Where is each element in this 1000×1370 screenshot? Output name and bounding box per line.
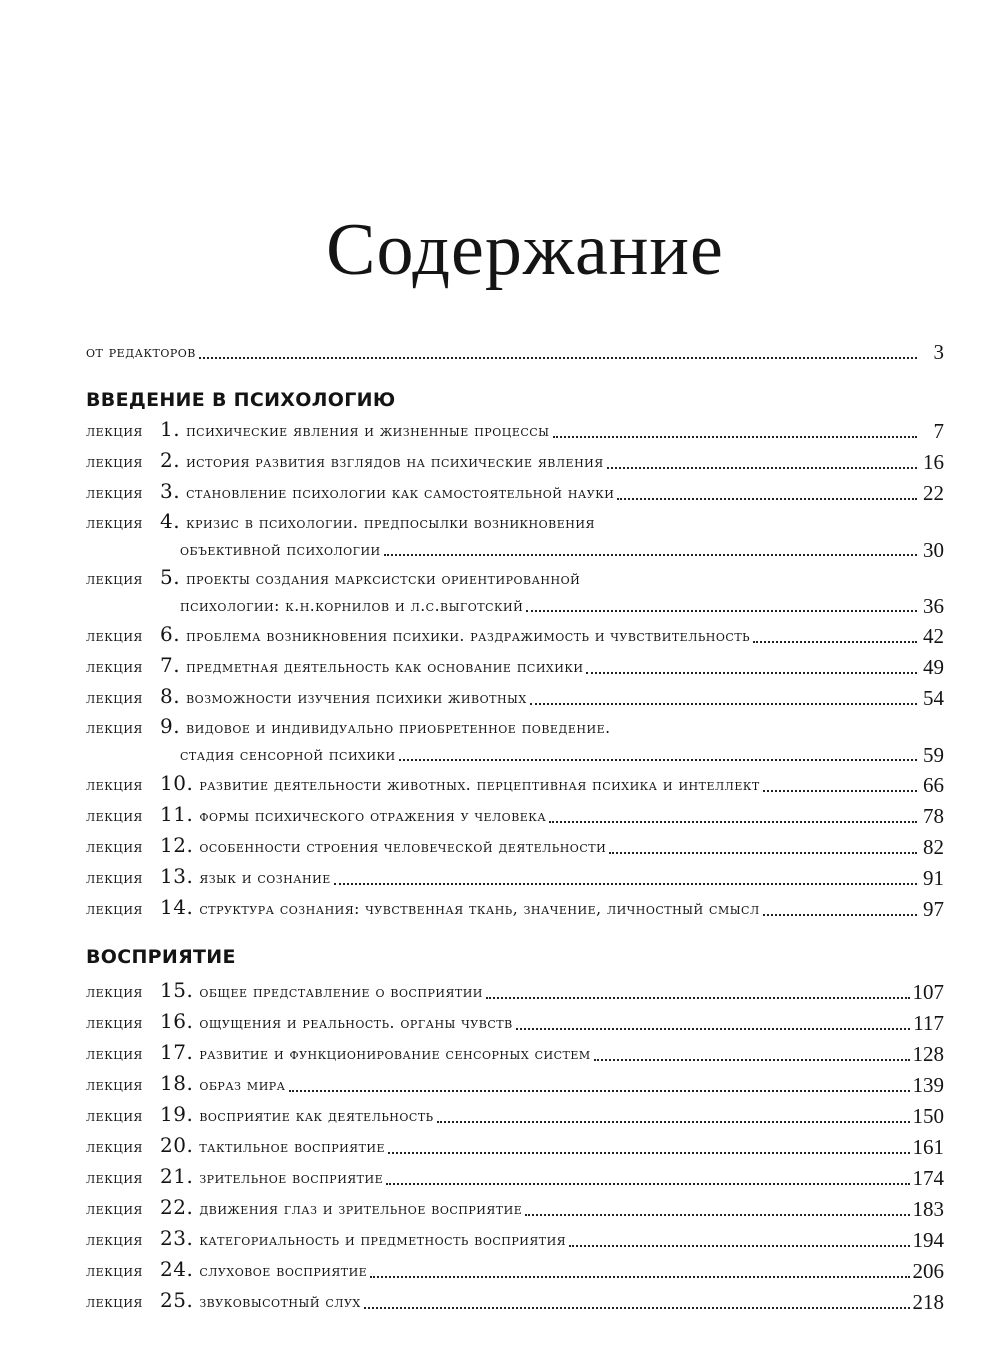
toc-entry-text: от редакторов	[86, 343, 196, 361]
lecture-number: 20.	[160, 1133, 194, 1157]
toc-entry-text: возможности изучения психики животных	[186, 689, 527, 707]
toc-page-number: 117	[913, 1011, 944, 1035]
toc-entry-head	[86, 714, 611, 738]
lecture-number: 19.	[160, 1102, 194, 1126]
toc-entry[interactable]	[86, 893, 944, 924]
toc-entry-text-continued: психологии: к.н.корнилов и л.с.выготский	[180, 597, 524, 615]
toc-entry-head	[86, 1255, 367, 1286]
lecture-label: лекция	[86, 807, 143, 825]
toc-entry-text: тактильное восприятие	[199, 1138, 386, 1156]
lecture-label: лекция	[86, 1076, 143, 1094]
lecture-number: 4.	[160, 509, 181, 533]
toc-page-number: 54	[923, 686, 944, 710]
toc-entry[interactable]	[86, 1224, 944, 1255]
toc-entry-head	[86, 1162, 383, 1193]
toc-page-number: 91	[923, 866, 944, 890]
toc-entry-head	[86, 1007, 513, 1038]
toc-entry-text: слуховое восприятие	[199, 1262, 368, 1280]
leader-dots	[399, 759, 917, 761]
toc-page-number: 194	[912, 1228, 944, 1252]
toc-entry-head	[86, 831, 606, 862]
toc-entry-text: кризис в психологии. предпосылки возникновения	[186, 514, 595, 532]
toc-entry-head	[86, 477, 614, 508]
lecture-label: лекция	[86, 689, 143, 707]
toc-entry-text: развитие и функционирование сенсорных систем	[199, 1045, 591, 1063]
toc-entry-head	[86, 800, 546, 831]
lecture-number: 15.	[160, 978, 194, 1002]
toc-entry-head	[86, 1038, 591, 1069]
leader-dots	[609, 852, 917, 854]
toc-entry[interactable]	[86, 682, 944, 713]
table-of-contents	[86, 338, 944, 1317]
lecture-number: 11.	[160, 802, 194, 826]
toc-entry-text: язык и сознание	[199, 869, 331, 887]
toc-entry-head	[86, 565, 581, 589]
toc-entry-text: структура сознания: чувственная ткань, значение, личностный смысл	[199, 900, 760, 918]
lecture-label: лекция	[86, 900, 143, 918]
lecture-label: лекция	[86, 1138, 143, 1156]
toc-entry-intro[interactable]	[86, 338, 944, 367]
toc-page-number: 161	[912, 1135, 944, 1159]
lecture-label: лекция	[86, 514, 143, 532]
lecture-number: 2.	[160, 448, 181, 472]
toc-entry[interactable]	[86, 477, 944, 508]
leader-dots	[199, 357, 917, 359]
page-title: Содержание	[326, 209, 724, 291]
toc-entry[interactable]	[86, 1255, 944, 1286]
leader-dots	[763, 790, 917, 792]
toc-entry[interactable]	[86, 415, 944, 446]
lecture-number: 1.	[160, 417, 181, 441]
toc-entry-text: образ мира	[199, 1076, 286, 1094]
toc-entry[interactable]	[86, 831, 944, 862]
lecture-number: 13.	[160, 864, 194, 888]
lecture-number: 23.	[160, 1226, 194, 1250]
toc-entry-head	[86, 862, 331, 893]
leader-dots	[569, 1245, 909, 1247]
lecture-number: 5.	[160, 565, 181, 589]
lecture-label: лекция	[86, 776, 143, 794]
toc-entry-text: психические явления и жизненные процессы	[186, 422, 550, 440]
lecture-label: лекция	[86, 1262, 143, 1280]
toc-entry-head	[86, 1286, 361, 1317]
toc-page-number: 150	[912, 1104, 944, 1128]
toc-entry-text-continued: стадия сенсорной психики	[180, 746, 396, 764]
toc-page-number: 82	[923, 835, 944, 859]
leader-dots	[586, 672, 917, 674]
lecture-number: 9.	[160, 714, 181, 738]
toc-entry-head	[86, 1193, 522, 1224]
toc-entry-text-continued: объективной психологии	[180, 541, 381, 559]
toc-page-number: 66	[923, 773, 944, 797]
leader-dots	[525, 1214, 909, 1216]
leader-dots	[763, 914, 917, 916]
toc-entry-head	[86, 415, 550, 446]
toc-entry[interactable]	[86, 620, 944, 651]
lecture-label: лекция	[86, 1107, 143, 1125]
leader-dots	[530, 703, 917, 705]
toc-entry-text: предметная деятельность как основание психики	[186, 658, 584, 676]
leader-dots	[607, 467, 917, 469]
toc-entry-head	[86, 651, 583, 682]
toc-entry-text: ощущения и реальность. органы чувств	[199, 1014, 513, 1032]
lecture-label: лекция	[86, 983, 143, 1001]
toc-entry-text: проекты создания марксистски ориентированной	[186, 570, 581, 588]
leader-dots	[753, 641, 917, 643]
toc-page-number: 7	[933, 419, 944, 443]
leader-dots	[549, 821, 917, 823]
toc-entry-text: видовое и индивидуально приобретенное поведение.	[186, 719, 611, 737]
section-heading: ВОСПРИЯТИЕ	[86, 946, 236, 968]
lecture-label: лекция	[86, 453, 143, 471]
lecture-label: лекция	[86, 838, 143, 856]
lecture-number: 6.	[160, 622, 181, 646]
leader-dots	[388, 1152, 909, 1154]
toc-entry[interactable]	[86, 1100, 944, 1131]
toc-entry-text: особенности строения человеческой деятельности	[199, 838, 607, 856]
lecture-label: лекция	[86, 627, 143, 645]
lecture-number: 14.	[160, 895, 194, 919]
leader-dots	[289, 1090, 910, 1092]
lecture-number: 17.	[160, 1040, 194, 1064]
toc-entry-text: восприятие как деятельность	[199, 1107, 434, 1125]
toc-entry-text: история развития взглядов на психические явления	[186, 453, 604, 471]
lecture-label: лекция	[86, 422, 143, 440]
toc-entry-head	[86, 769, 760, 800]
leader-dots	[553, 436, 917, 438]
toc-page-number: 42	[923, 624, 944, 648]
toc-entry[interactable]	[86, 1193, 944, 1224]
lecture-label: лекция	[86, 719, 143, 737]
lecture-number: 3.	[160, 479, 181, 503]
toc-entry[interactable]	[86, 800, 944, 831]
lecture-number: 16.	[160, 1009, 194, 1033]
toc-entry-head	[86, 509, 595, 533]
toc-entry-head	[86, 620, 750, 651]
toc-page-number: 206	[912, 1259, 944, 1283]
toc-entry-head	[86, 1224, 566, 1255]
toc-entry[interactable]	[86, 1286, 944, 1317]
toc-entry-text: звуковысотный слух	[199, 1293, 361, 1311]
lecture-label: лекция	[86, 1045, 143, 1063]
toc-entry-text: категориальность и предметность восприятия	[199, 1231, 567, 1249]
toc-page-number: 16	[923, 450, 944, 474]
toc-page-number: 107	[912, 980, 944, 1004]
toc-page-number: 49	[923, 655, 944, 679]
toc-entry-text: развитие деятельности животных. перцептивная психика и интеллект	[199, 776, 760, 794]
leader-dots	[370, 1276, 909, 1278]
toc-page-number: 183	[912, 1197, 944, 1221]
leader-dots	[437, 1121, 910, 1123]
toc-entry-text: зрительное восприятие	[199, 1169, 384, 1187]
toc-entry[interactable]	[86, 446, 944, 477]
toc-entry-head	[86, 976, 483, 1007]
lecture-label: лекция	[86, 658, 143, 676]
lecture-label: лекция	[86, 869, 143, 887]
toc-page-number: 174	[912, 1166, 944, 1190]
leader-dots	[334, 883, 917, 885]
toc-page-number: 128	[912, 1042, 944, 1066]
leader-dots	[486, 997, 910, 999]
toc-page-number: 218	[912, 1290, 944, 1314]
lecture-label: лекция	[86, 1200, 143, 1218]
toc-entry-head	[86, 1131, 385, 1162]
lecture-label: лекция	[86, 1169, 143, 1187]
lecture-label: лекция	[86, 1293, 143, 1311]
toc-entry-text: общее представление о восприятии	[199, 983, 483, 1001]
toc-page-number: 22	[923, 481, 944, 505]
section-heading: ВВЕДЕНИЕ В ПСИХОЛОГИЮ	[86, 389, 396, 411]
toc-entry-text: проблема возникновения психики. раздражимость и чувствительность	[186, 627, 751, 645]
leader-dots	[386, 1183, 909, 1185]
toc-entry[interactable]	[86, 1038, 944, 1069]
toc-entry[interactable]	[86, 508, 944, 564]
toc-entry[interactable]	[86, 769, 944, 800]
lecture-number: 24.	[160, 1257, 194, 1281]
toc-page-number: 30	[923, 538, 944, 562]
lecture-label: лекция	[86, 1014, 143, 1032]
leader-dots	[526, 610, 917, 612]
toc-entry-head	[86, 1069, 286, 1100]
toc-entry-head	[86, 1100, 434, 1131]
toc-entry-head	[86, 893, 760, 924]
toc-entry[interactable]	[86, 713, 944, 769]
toc-entry[interactable]	[86, 1131, 944, 1162]
lecture-label: лекция	[86, 1231, 143, 1249]
toc-entry-text: движения глаз и зрительное восприятие	[199, 1200, 523, 1218]
leader-dots	[384, 554, 917, 556]
leader-dots	[617, 498, 917, 500]
lecture-number: 10.	[160, 771, 194, 795]
toc-entry[interactable]	[86, 976, 944, 1007]
lecture-number: 21.	[160, 1164, 194, 1188]
lecture-number: 7.	[160, 653, 181, 677]
leader-dots	[594, 1059, 910, 1061]
toc-entry-text: формы психического отражения у человека	[199, 807, 547, 825]
toc-entry[interactable]	[86, 1162, 944, 1193]
toc-entry[interactable]	[86, 862, 944, 893]
toc-entry-text: становление психологии как самостоятельной науки	[186, 484, 615, 502]
toc-page-number: 36	[923, 594, 944, 618]
toc-page-number: 3	[933, 340, 944, 364]
lecture-label: лекция	[86, 484, 143, 502]
toc-entry[interactable]	[86, 651, 944, 682]
toc-page-number: 139	[912, 1073, 944, 1097]
toc-entry-head	[86, 682, 527, 713]
toc-entry[interactable]	[86, 1069, 944, 1100]
toc-entry-head	[86, 446, 604, 477]
lecture-number: 8.	[160, 684, 181, 708]
toc-page-number: 97	[923, 897, 944, 921]
toc-entry[interactable]	[86, 564, 944, 620]
lecture-label: лекция	[86, 570, 143, 588]
leader-dots	[364, 1307, 910, 1309]
lecture-number: 22.	[160, 1195, 194, 1219]
leader-dots	[516, 1028, 911, 1030]
toc-page-number: 59	[923, 743, 944, 767]
toc-entry[interactable]	[86, 1007, 944, 1038]
lecture-number: 25.	[160, 1288, 194, 1312]
lecture-number: 18.	[160, 1071, 194, 1095]
lecture-number: 12.	[160, 833, 194, 857]
toc-page-number: 78	[923, 804, 944, 828]
